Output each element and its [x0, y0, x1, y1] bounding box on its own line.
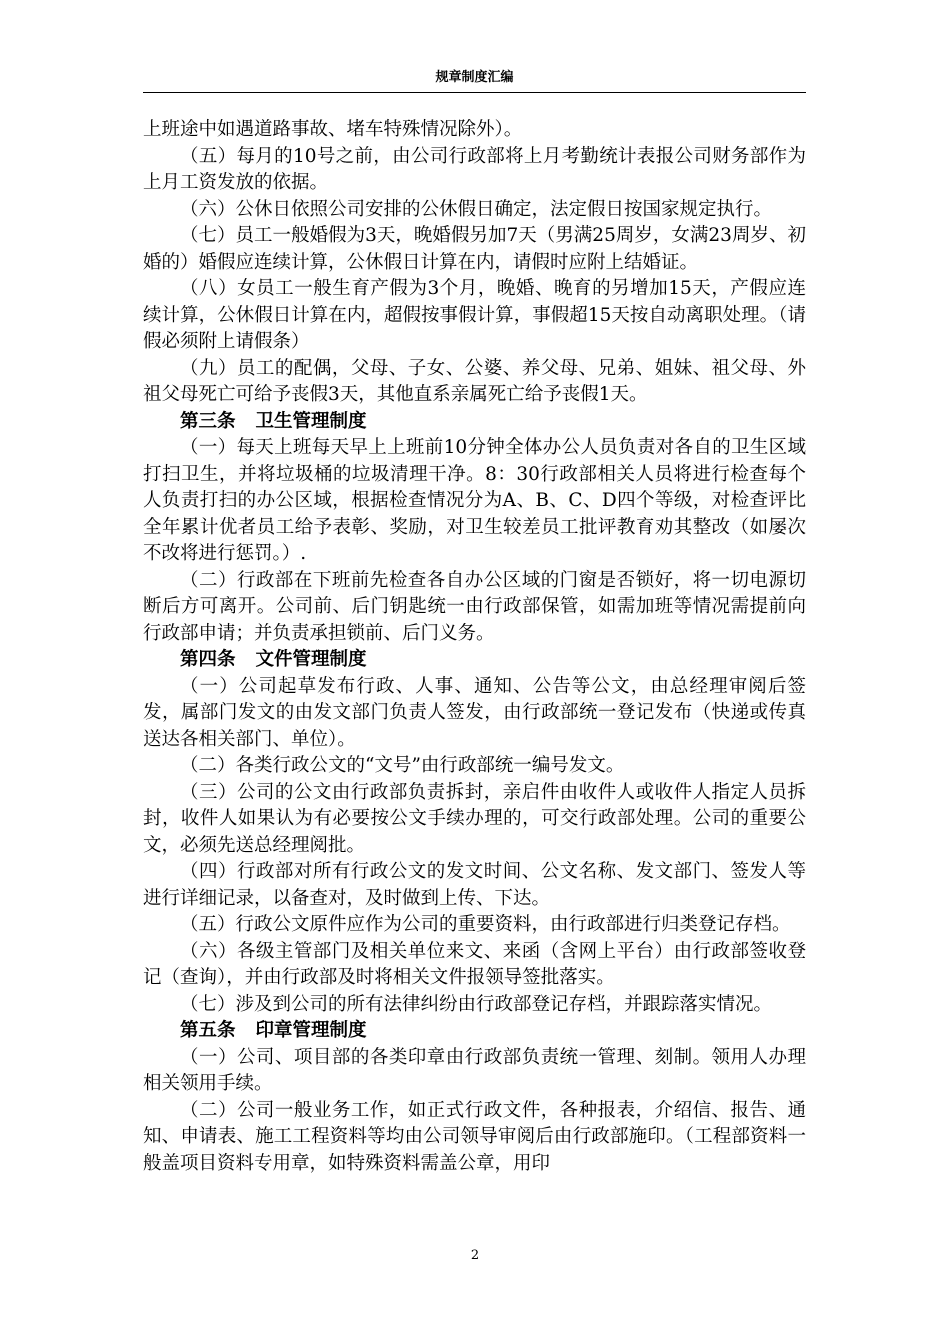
- article-heading-4: [143, 647, 806, 674]
- article-heading-5: [143, 1018, 806, 1045]
- article-title: 印章管理制度: [255, 1020, 367, 1041]
- article-heading-3: [143, 409, 806, 436]
- paragraph: （六）各级主管部门及相关单位来文、来函（含网上平台）由行政部签收登记（查询），并由行政部及时将相关文件报领导签批落实。: [143, 940, 806, 988]
- paragraph: （一）每天上班每天早上上班前10分钟全体办公人员负责对各自的卫生区域打扫卫生，并将垃圾桶的垃圾清理干净。8：30行政部相关人员将进行检查每个人负责打扫的办公区域，根据检查情况分为A、B、C、D四个等级，对检查评比全年累计优者员工给予表彰、奖励，对卫生较差员工批评教育劝其整改（如屡次不改将进行惩罚。）.: [143, 437, 806, 564]
- paragraph: （六）公休日依照公司安排的公休假日确定，法定假日按国家规定执行。: [180, 198, 773, 220]
- article-title: 文件管理制度: [255, 649, 367, 670]
- paragraph: （二）各类行政公文的“文号”由行政部统一编号发文。: [180, 755, 625, 776]
- header-divider: [143, 92, 806, 93]
- paragraph: （三）公司的公文由行政部负责拆封，亲启件由收件人或收件人指定人员拆封，收件人如果认为有必要按公文手续办理的，可交行政部处理。公司的重要公文，必须先送总经理阅批。: [143, 781, 806, 856]
- paragraph: （九）员工的配偶，父母、子女、公婆、养父母、兄弟、姐妹、祖父母、外祖父母死亡可给予丧假3天，其他直系亲属死亡给予丧假1天。: [143, 357, 806, 405]
- article-number: 第三条: [180, 410, 236, 432]
- paragraph: （五）行政公文原件应作为公司的重要资料，由行政部进行归类登记存档。: [180, 914, 791, 935]
- paragraph: （七）涉及到公司的所有法律纠纷由行政部登记存档，并跟踪落实情况。: [180, 993, 773, 1015]
- paragraph: （二）行政部在下班前先检查各自办公区域的门窗是否锁好，将一切电源切断后方可离开。公司前、后门钥匙统一由行政部保管，如需加班等情况需提前向行政部申请；并负责承担锁前、后门义务。: [143, 569, 806, 644]
- paragraph: （二）公司一般业务工作，如正式行政文件，各种报表，介绍信、报告、通知、申请表、施工工程资料等均由公司领导审阅后由行政部施印。（工程部资料一般盖项目资料专用章，如特殊资料需盖公章，用印: [143, 1099, 806, 1174]
- document-body: [143, 117, 806, 1177]
- paragraph: （八）女员工一般生育产假为3个月，晚婚、晚育的另增加15天，产假应连续计算，公休假日计算在内，超假按事假计算，事假超15天按自动离职处理。（请假必须附上请假条）: [143, 278, 806, 352]
- paragraph: （五）每月的10号之前，由公司行政部将上月考勤统计表报公司财务部作为上月工资发放的依据。: [143, 145, 806, 193]
- article-number: 第五条: [180, 1020, 236, 1041]
- paragraph: （一）公司、项目部的各类印章由行政部负责统一管理、刻制。领用人办理相关领用手续。: [143, 1046, 806, 1094]
- page-number: 2: [470, 1248, 480, 1263]
- paragraph: 上班途中如遇道路事故、堵车特殊情况除外）。: [143, 119, 523, 140]
- paragraph: （四）行政部对所有行政公文的发文时间、公文名称、发文部门、签发人等进行详细记录，以备查对，及时做到上传、下达。: [143, 861, 806, 909]
- paragraph: （一）公司起草发布行政、人事、通知、公告等公文，由总经理审阅后签发，属部门发文的由发文部门负责人签发，由行政部统一登记发布（快递或传真送达各相关部门、单位）。: [143, 675, 806, 750]
- page-header: 规章制度汇编: [435, 70, 514, 85]
- paragraph: （七）员工一般婚假为3天，晚婚假另加7天（男满25周岁，女满23周岁、初婚的）婚假应连续计算，公休假日计算在内，请假时应附上结婚证。: [143, 225, 806, 273]
- article-number: 第四条: [180, 649, 236, 670]
- article-title: 卫生管理制度: [255, 410, 367, 432]
